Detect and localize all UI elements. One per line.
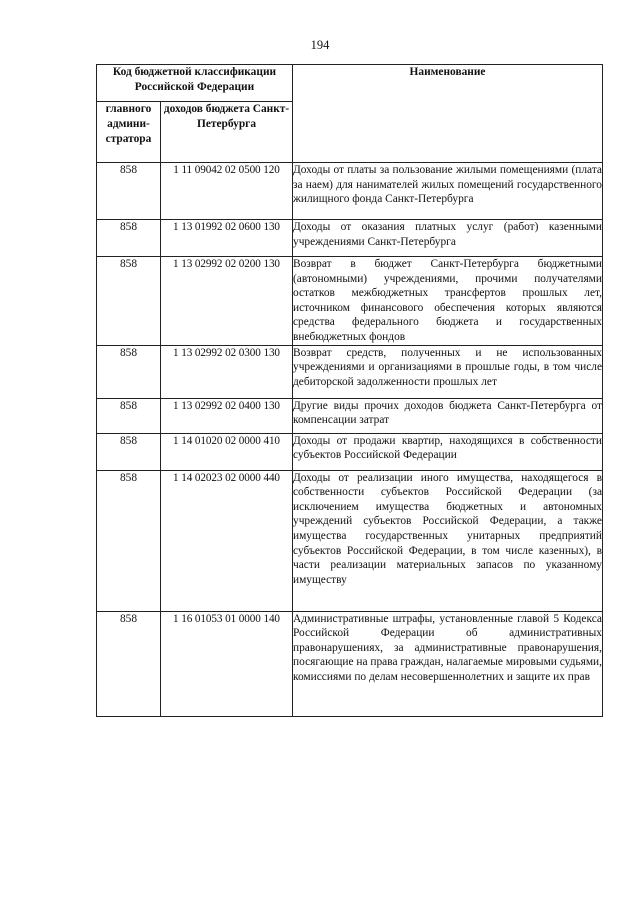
table-row xyxy=(97,220,603,257)
table-row xyxy=(97,470,603,611)
budget-classification-table xyxy=(96,64,603,717)
name-cell: Административные штрафы, установленные главой 5 Кодекса Российской Федерации об административных правонарушениях, за административные правонарушения, посягающие на права граждан, налагаемые мировыми судьями, комиссиями по делам несовершеннолетних и защите их прав xyxy=(293,611,603,716)
income-column-header: доходов бюджета Санкт-Петербурга xyxy=(161,102,293,163)
income-code-cell: 1 13 02992 02 0400 130 xyxy=(161,398,293,433)
admin-code-cell: 858 xyxy=(97,611,161,716)
table-header-row xyxy=(97,65,603,102)
page-number: 194 xyxy=(310,38,330,52)
name-cell: Доходы от платы за пользование жилыми помещениями (плата за наем) для нанимателей жилых помещений государственного жилищного фонда Санкт-Петербурга xyxy=(293,163,603,220)
table-row xyxy=(97,345,603,398)
admin-code-cell: 858 xyxy=(97,257,161,346)
admin-code-cell: 858 xyxy=(97,470,161,611)
table-row xyxy=(97,163,603,220)
table-row xyxy=(97,611,603,716)
admin-code-cell: 858 xyxy=(97,433,161,470)
table-row xyxy=(97,257,603,346)
income-code-cell: 1 13 02992 02 0300 130 xyxy=(161,345,293,398)
name-cell: Возврат средств, полученных и не использованных учреждениями и организациями в прошлые годы, в том числе дебиторской задолженности прошлых лет xyxy=(293,345,603,398)
admin-code-cell: 858 xyxy=(97,220,161,257)
name-cell: Возврат в бюджет Санкт-Петербурга бюджетными (автономными) учреждениями, прочими получателями остатков межбюджетных трансфертов прошлых лет, источником финансового обеспечения которых являются средства федерального бюджета и государственных внебюджетных фондов xyxy=(293,257,603,346)
admin-code-cell: 858 xyxy=(97,163,161,220)
income-code-cell: 1 13 02992 02 0200 130 xyxy=(161,257,293,346)
income-code-cell: 1 13 01992 02 0600 130 xyxy=(161,220,293,257)
income-code-cell: 1 16 01053 01 0000 140 xyxy=(161,611,293,716)
name-cell: Доходы от продажи квартир, находящихся в собственности субъектов Российской Федерации xyxy=(293,433,603,470)
name-header: Наименование xyxy=(293,65,603,163)
income-code-cell: 1 11 09042 02 0500 120 xyxy=(161,163,293,220)
income-code-cell: 1 14 01020 02 0000 410 xyxy=(161,433,293,470)
admin-code-cell: 858 xyxy=(97,345,161,398)
name-cell: Доходы от оказания платных услуг (работ) казенными учреждениями Санкт-Петербурга xyxy=(293,220,603,257)
admin-column-header: главного админи-стратора xyxy=(97,102,161,163)
name-cell: Доходы от реализации иного имущества, находящегося в собственности субъектов Российской Федерации (за исключением имущества бюджетных и автономных учреждений субъектов Российской Федерации, а также имущества государственных унитарных предприятий субъектов Российской Федерации, в том числе казенных), в части реализации материальных запасов по указанному имуществу xyxy=(293,470,603,611)
table-row xyxy=(97,433,603,470)
classification-code-header: Код бюджетной классификации Российской Федерации xyxy=(97,65,293,102)
income-code-cell: 1 14 02023 02 0000 440 xyxy=(161,470,293,611)
admin-code-cell: 858 xyxy=(97,398,161,433)
table-row xyxy=(97,398,603,433)
name-cell: Другие виды прочих доходов бюджета Санкт-Петербурга от компенсации затрат xyxy=(293,398,603,433)
